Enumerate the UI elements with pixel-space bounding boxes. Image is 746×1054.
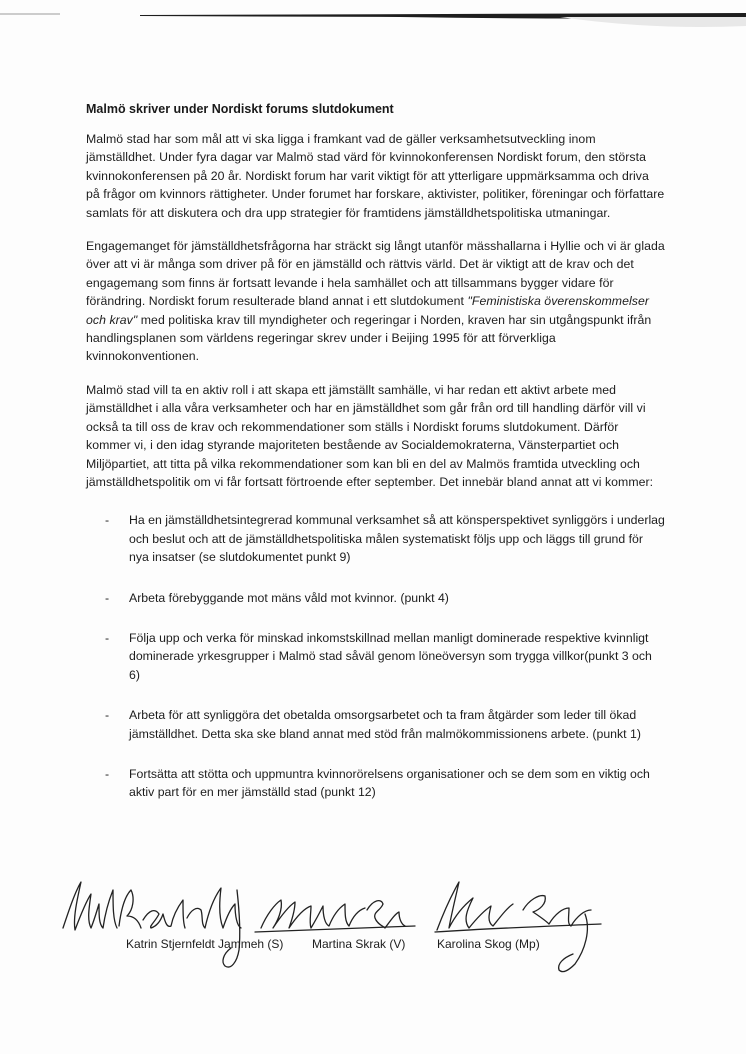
- handwritten-signatures: [55, 870, 615, 990]
- signature-skog: [435, 882, 601, 972]
- list-item: [86, 589, 666, 607]
- bullet-dash: -: [105, 708, 110, 723]
- signatory-stjernfeldt: Katrin Stjernfeldt Jammeh (S): [126, 937, 284, 951]
- document-title: Malmö skriver under Nordiskt forums slutdokument: [86, 102, 394, 116]
- paragraph-engagement: [86, 237, 666, 366]
- paragraph-intro: Malmö stad har som mål att vi ska ligga i framkant vad de gäller verksamhetsutveckling inom jämställdhet. Under fyra dagar var Malmö stad värd för kvinnokonferensen Nordiskt forum, den största kvinnokonferensen på 20 år. Nordiskt forum har varit viktigt för att ytterligare uppmärksamma och driva på frågor om kvinnors rättigheter. Under forumet har forskare, aktivister, politiker, föreningar och författare samlats för att diskutera och dra upp strategier för framtidens jämställdhetspolitiska utmaningar.: [86, 132, 665, 220]
- bullet-dash: -: [105, 513, 110, 528]
- list-item-text: Följa upp och verka för minskad inkomstskillnad mellan manligt dominerade respektive kvinnligt dominerade yrkesgrupper i Malmö stad såväl genom löneöversyn som trygga villkor(punkt 3 och 6): [129, 630, 652, 682]
- bullet-dash: -: [105, 766, 110, 781]
- paragraph-engagement-text-a: Engagemanget för jämställdhetsfrågorna har sträckt sig långt utanför mässhallarna i Hyllie och vi är glada över att vi är många som driver på för en jämställd och rättvis värld. Det är viktigt att de krav och det engagemang som finns är fortsatt levande i hela samhället och att tillsammans bygger vidare för förändring. Nordiskt forum resulterade bland annat i ett slutdokument: [86, 239, 665, 309]
- paragraph-engagement-text-b: med politiska krav till myndigheter och regeringar i Norden, kraven har sin utgångspunkt ifrån handlingsplanen som världens regeringar skrev under i Beijing 1995 för att förverkliga kvinnokonventionen.: [86, 312, 652, 364]
- signature-stjernfeldt: [63, 882, 241, 967]
- document-page: [86, 100, 666, 824]
- list-item-text: Arbeta för att synliggöra det obetalda omsorgsarbetet och ta fram åtgärder som leder till ökad jämställdhet. Detta ska ske bland annat med stöd från malmökommissionens arbete. (punkt 1): [129, 708, 641, 741]
- list-item: [86, 511, 666, 566]
- scan-edge-artifact: [0, 0, 746, 40]
- bullet-dash: -: [105, 590, 110, 605]
- signatory-skog: Karolina Skog (Mp): [437, 937, 540, 951]
- signatory-skrak: Martina Skrak (V): [312, 937, 406, 951]
- bullet-dash: -: [105, 630, 110, 645]
- signature-block: [55, 870, 615, 990]
- list-item-text: Arbeta förebyggande mot mäns våld mot kvinnor. (punkt 4): [129, 590, 449, 605]
- list-item-text: Ha en jämställdhetsintegrerad kommunal verksamhet så att könsperspektivet synliggörs i underlag och beslut och att de jämställdhetspolitiska målen systematiskt följs upp och läggs till grund för nya insatser (se slutdokumentet punkt 9): [129, 513, 665, 565]
- signature-skrak: [255, 900, 415, 932]
- commitment-list: [86, 511, 666, 801]
- slutdokument-title-italic: "Feministiska överenskommelser och krav": [86, 294, 649, 327]
- list-item: [86, 629, 666, 684]
- list-item: [86, 765, 666, 802]
- list-item: [86, 706, 666, 743]
- paragraph-commitment: Malmö stad vill ta en aktiv roll i att skapa ett jämställt samhälle, vi har redan ett aktivt arbete med jämställdhet i alla våra verksamheter och har en jämställdhet som går från ord till handling därför vill vi också ta till oss de krav och rekommendationer som ställs i Nordiskt forums slutdokument. Därför kommer vi, i den idag styrande majoriteten bestående av Socialdemokraterna, Vänsterpartiet och Miljöpartiet, att titta på vilka rekommendationer som kan bli en del av Malmös framtida utveckling och jämställdhetspolitik om vi får fortsatt förtroende efter september. Det innebär bland annat att vi kommer:: [86, 382, 654, 489]
- list-item-text: Fortsätta att stötta och uppmuntra kvinnorörelsens organisationer och se dem som en viktig och aktiv part för en mer jämställd stad (punkt 12): [129, 766, 650, 800]
